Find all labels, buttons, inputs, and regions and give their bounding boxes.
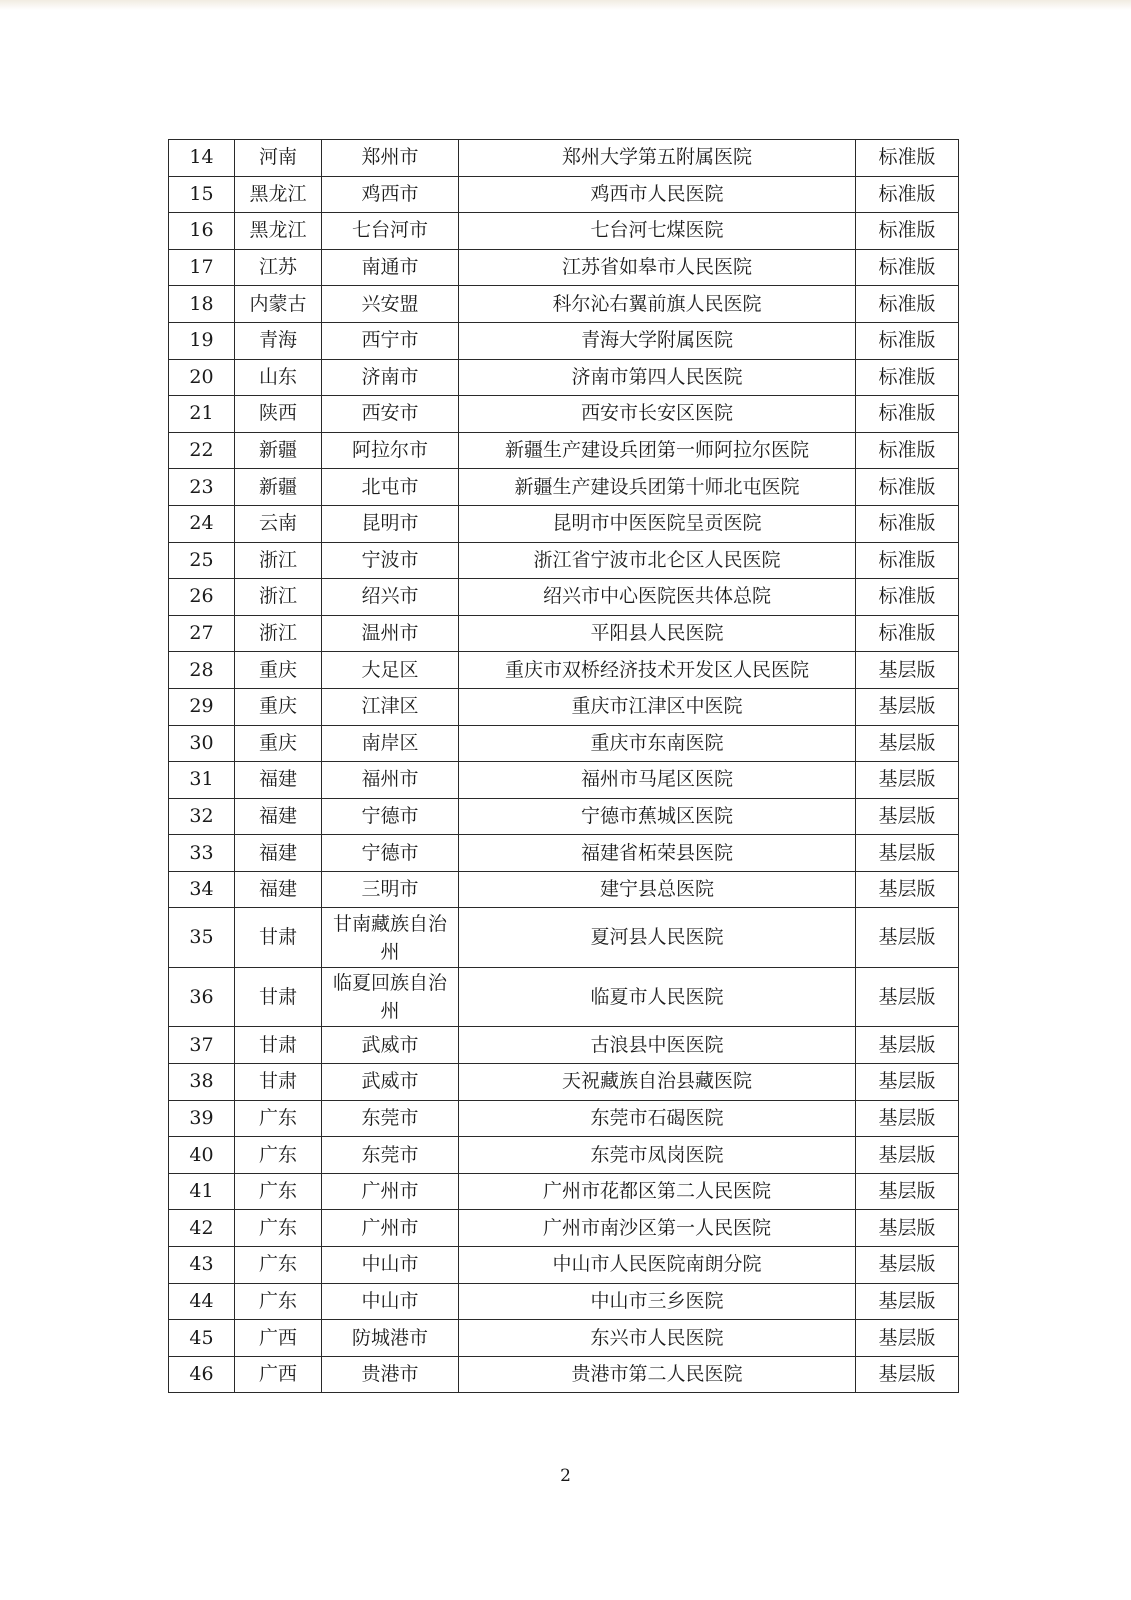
city-cell: 三明市	[322, 871, 459, 908]
hospital-name-cell: 古浪县中医医院	[459, 1027, 856, 1064]
hospital-name-cell: 青海大学附属医院	[459, 322, 856, 359]
table-row	[169, 396, 959, 433]
edition-cell: 标准版	[856, 469, 959, 506]
row-number-cell: 15	[169, 176, 235, 213]
row-number-cell: 34	[169, 871, 235, 908]
city-cell: 绍兴市	[322, 579, 459, 616]
province-cell: 广西	[235, 1356, 322, 1393]
table-row	[169, 249, 959, 286]
row-number-cell: 16	[169, 213, 235, 250]
city-cell: 中山市	[322, 1247, 459, 1284]
page-number: 2	[560, 1466, 571, 1486]
hospital-name-cell: 广州市花都区第二人民医院	[459, 1173, 856, 1210]
hospital-list-table	[168, 139, 959, 1393]
row-number-cell: 18	[169, 286, 235, 323]
province-cell: 重庆	[235, 688, 322, 725]
province-cell: 云南	[235, 505, 322, 542]
city-cell: 南岸区	[322, 725, 459, 762]
row-number-cell: 24	[169, 505, 235, 542]
city-cell: 温州市	[322, 615, 459, 652]
edition-cell: 标准版	[856, 213, 959, 250]
table-row	[169, 542, 959, 579]
city-cell: 江津区	[322, 688, 459, 725]
table-row	[169, 615, 959, 652]
city-cell: 广州市	[322, 1210, 459, 1247]
row-number-cell: 32	[169, 798, 235, 835]
city-cell: 七台河市	[322, 213, 459, 250]
hospital-name-cell: 科尔沁右翼前旗人民医院	[459, 286, 856, 323]
hospital-name-cell: 中山市三乡医院	[459, 1283, 856, 1320]
table-row	[169, 1064, 959, 1101]
province-cell: 甘肃	[235, 908, 322, 968]
row-number-cell: 30	[169, 725, 235, 762]
edition-cell: 基层版	[856, 1210, 959, 1247]
edition-cell: 基层版	[856, 1137, 959, 1174]
province-cell: 陕西	[235, 396, 322, 433]
table-row	[169, 1356, 959, 1393]
city-cell: 中山市	[322, 1283, 459, 1320]
city-cell: 大足区	[322, 652, 459, 689]
province-cell: 新疆	[235, 469, 322, 506]
edition-cell: 基层版	[856, 688, 959, 725]
row-number-cell: 42	[169, 1210, 235, 1247]
edition-cell: 基层版	[856, 871, 959, 908]
city-cell: 防城港市	[322, 1320, 459, 1357]
table-row	[169, 286, 959, 323]
province-cell: 广东	[235, 1100, 322, 1137]
province-cell: 广西	[235, 1320, 322, 1357]
hospital-name-cell: 西安市长安区医院	[459, 396, 856, 433]
city-cell: 宁波市	[322, 542, 459, 579]
city-cell: 宁德市	[322, 835, 459, 872]
province-cell: 广东	[235, 1137, 322, 1174]
hospital-name-cell: 绍兴市中心医院医共体总院	[459, 579, 856, 616]
city-cell: 鸡西市	[322, 176, 459, 213]
province-cell: 内蒙古	[235, 286, 322, 323]
hospital-name-cell: 东兴市人民医院	[459, 1320, 856, 1357]
province-cell: 重庆	[235, 725, 322, 762]
hospital-name-cell: 福州市马尾区医院	[459, 762, 856, 799]
province-cell: 甘肃	[235, 1027, 322, 1064]
hospital-name-cell: 平阳县人民医院	[459, 615, 856, 652]
hospital-name-cell: 昆明市中医医院呈贡医院	[459, 505, 856, 542]
hospital-name-cell: 浙江省宁波市北仑区人民医院	[459, 542, 856, 579]
table-row	[169, 1137, 959, 1174]
province-cell: 河南	[235, 140, 322, 177]
table-row	[169, 505, 959, 542]
city-cell: 济南市	[322, 359, 459, 396]
edition-cell: 基层版	[856, 652, 959, 689]
edition-cell: 基层版	[856, 1247, 959, 1284]
table-row	[169, 908, 959, 968]
city-cell: 昆明市	[322, 505, 459, 542]
province-cell: 甘肃	[235, 967, 322, 1027]
hospital-name-cell: 重庆市东南医院	[459, 725, 856, 762]
table-body	[169, 140, 959, 1393]
row-number-cell: 26	[169, 579, 235, 616]
edition-cell: 标准版	[856, 249, 959, 286]
row-number-cell: 39	[169, 1100, 235, 1137]
hospital-name-cell: 新疆生产建设兵团第一师阿拉尔医院	[459, 432, 856, 469]
city-cell: 西宁市	[322, 322, 459, 359]
province-cell: 浙江	[235, 615, 322, 652]
edition-cell: 基层版	[856, 1100, 959, 1137]
table-row	[169, 469, 959, 506]
city-cell: 广州市	[322, 1173, 459, 1210]
table-row	[169, 1283, 959, 1320]
row-number-cell: 25	[169, 542, 235, 579]
city-cell: 郑州市	[322, 140, 459, 177]
city-cell: 福州市	[322, 762, 459, 799]
province-cell: 黑龙江	[235, 213, 322, 250]
row-number-cell: 43	[169, 1247, 235, 1284]
province-cell: 广东	[235, 1210, 322, 1247]
row-number-cell: 23	[169, 469, 235, 506]
row-number-cell: 36	[169, 967, 235, 1027]
city-cell: 宁德市	[322, 798, 459, 835]
edition-cell: 标准版	[856, 505, 959, 542]
row-number-cell: 29	[169, 688, 235, 725]
table-row	[169, 176, 959, 213]
row-number-cell: 14	[169, 140, 235, 177]
row-number-cell: 35	[169, 908, 235, 968]
city-cell: 武威市	[322, 1027, 459, 1064]
edition-cell: 标准版	[856, 286, 959, 323]
edition-cell: 基层版	[856, 725, 959, 762]
table-row	[169, 967, 959, 1027]
edition-cell: 基层版	[856, 908, 959, 968]
city-cell: 阿拉尔市	[322, 432, 459, 469]
province-cell: 浙江	[235, 579, 322, 616]
province-cell: 广东	[235, 1247, 322, 1284]
city-cell: 贵港市	[322, 1356, 459, 1393]
city-cell: 武威市	[322, 1064, 459, 1101]
edition-cell: 标准版	[856, 396, 959, 433]
edition-cell: 基层版	[856, 835, 959, 872]
province-cell: 浙江	[235, 542, 322, 579]
table-row	[169, 140, 959, 177]
hospital-name-cell: 江苏省如皋市人民医院	[459, 249, 856, 286]
table-row	[169, 432, 959, 469]
city-cell: 兴安盟	[322, 286, 459, 323]
province-cell: 黑龙江	[235, 176, 322, 213]
hospital-name-cell: 七台河七煤医院	[459, 213, 856, 250]
province-cell: 甘肃	[235, 1064, 322, 1101]
table-row	[169, 762, 959, 799]
edition-cell: 标准版	[856, 176, 959, 213]
table-row	[169, 835, 959, 872]
hospital-name-cell: 贵港市第二人民医院	[459, 1356, 856, 1393]
table-row	[169, 688, 959, 725]
province-cell: 广东	[235, 1173, 322, 1210]
province-cell: 青海	[235, 322, 322, 359]
hospital-name-cell: 天祝藏族自治县藏医院	[459, 1064, 856, 1101]
hospital-name-cell: 宁德市蕉城区医院	[459, 798, 856, 835]
row-number-cell: 31	[169, 762, 235, 799]
row-number-cell: 28	[169, 652, 235, 689]
table-row	[169, 1173, 959, 1210]
city-cell: 临夏回族自治州	[322, 967, 459, 1027]
hospital-name-cell: 重庆市江津区中医院	[459, 688, 856, 725]
row-number-cell: 21	[169, 396, 235, 433]
row-number-cell: 37	[169, 1027, 235, 1064]
row-number-cell: 27	[169, 615, 235, 652]
province-cell: 新疆	[235, 432, 322, 469]
table-row	[169, 322, 959, 359]
edition-cell: 基层版	[856, 798, 959, 835]
edition-cell: 标准版	[856, 359, 959, 396]
table-row	[169, 213, 959, 250]
edition-cell: 基层版	[856, 1027, 959, 1064]
table-row	[169, 725, 959, 762]
province-cell: 福建	[235, 762, 322, 799]
table-row	[169, 871, 959, 908]
table-row	[169, 1247, 959, 1284]
edition-cell: 标准版	[856, 432, 959, 469]
row-number-cell: 45	[169, 1320, 235, 1357]
row-number-cell: 46	[169, 1356, 235, 1393]
province-cell: 山东	[235, 359, 322, 396]
edition-cell: 基层版	[856, 967, 959, 1027]
hospital-name-cell: 建宁县总医院	[459, 871, 856, 908]
hospital-name-cell: 夏河县人民医院	[459, 908, 856, 968]
hospital-name-cell: 临夏市人民医院	[459, 967, 856, 1027]
edition-cell: 标准版	[856, 322, 959, 359]
table-row	[169, 798, 959, 835]
edition-cell: 基层版	[856, 762, 959, 799]
edition-cell: 基层版	[856, 1173, 959, 1210]
edition-cell: 标准版	[856, 542, 959, 579]
edition-cell: 基层版	[856, 1064, 959, 1101]
province-cell: 广东	[235, 1283, 322, 1320]
hospital-name-cell: 重庆市双桥经济技术开发区人民医院	[459, 652, 856, 689]
city-cell: 东莞市	[322, 1137, 459, 1174]
city-cell: 甘南藏族自治州	[322, 908, 459, 968]
province-cell: 重庆	[235, 652, 322, 689]
table-row	[169, 1100, 959, 1137]
hospital-name-cell: 东莞市石碣医院	[459, 1100, 856, 1137]
city-cell: 北屯市	[322, 469, 459, 506]
hospital-name-cell: 东莞市凤岗医院	[459, 1137, 856, 1174]
table-row	[169, 1320, 959, 1357]
row-number-cell: 38	[169, 1064, 235, 1101]
hospital-name-cell: 福建省柘荣县医院	[459, 835, 856, 872]
row-number-cell: 33	[169, 835, 235, 872]
province-cell: 福建	[235, 835, 322, 872]
row-number-cell: 19	[169, 322, 235, 359]
province-cell: 福建	[235, 871, 322, 908]
edition-cell: 标准版	[856, 140, 959, 177]
province-cell: 福建	[235, 798, 322, 835]
city-cell: 西安市	[322, 396, 459, 433]
hospital-name-cell: 中山市人民医院南朗分院	[459, 1247, 856, 1284]
row-number-cell: 44	[169, 1283, 235, 1320]
row-number-cell: 17	[169, 249, 235, 286]
city-cell: 东莞市	[322, 1100, 459, 1137]
edition-cell: 基层版	[856, 1320, 959, 1357]
edition-cell: 基层版	[856, 1283, 959, 1320]
hospital-name-cell: 鸡西市人民医院	[459, 176, 856, 213]
table-row	[169, 1027, 959, 1064]
edition-cell: 标准版	[856, 579, 959, 616]
row-number-cell: 22	[169, 432, 235, 469]
scan-edge-shading	[0, 0, 1131, 10]
row-number-cell: 41	[169, 1173, 235, 1210]
hospital-name-cell: 郑州大学第五附属医院	[459, 140, 856, 177]
row-number-cell: 20	[169, 359, 235, 396]
edition-cell: 基层版	[856, 1356, 959, 1393]
edition-cell: 标准版	[856, 615, 959, 652]
row-number-cell: 40	[169, 1137, 235, 1174]
province-cell: 江苏	[235, 249, 322, 286]
city-cell: 南通市	[322, 249, 459, 286]
hospital-name-cell: 广州市南沙区第一人民医院	[459, 1210, 856, 1247]
table-row	[169, 1210, 959, 1247]
table-row	[169, 359, 959, 396]
hospital-name-cell: 新疆生产建设兵团第十师北屯医院	[459, 469, 856, 506]
table-row	[169, 579, 959, 616]
hospital-name-cell: 济南市第四人民医院	[459, 359, 856, 396]
table-row	[169, 652, 959, 689]
